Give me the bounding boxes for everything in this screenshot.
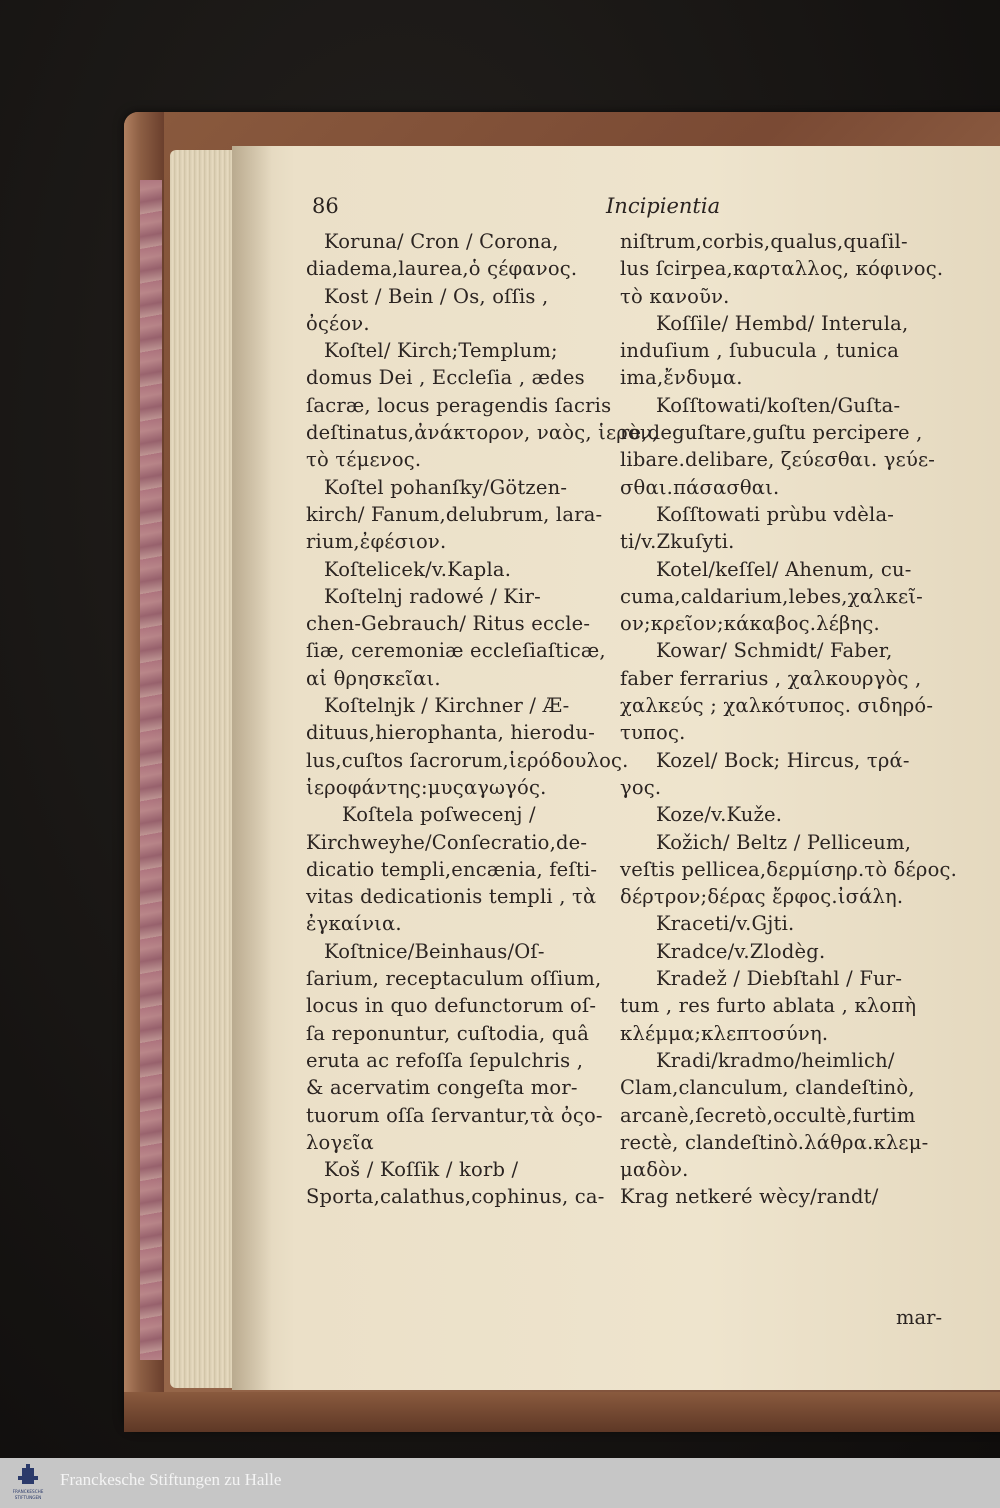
text-line: chen-Gebrauch/ Ritus eccle-: [306, 612, 591, 636]
text-line: Clam,clanculum, clandeſtinò,: [620, 1076, 915, 1100]
text-line: rectè, clandeſtinò.λάθρα.κλεμ-: [620, 1130, 929, 1154]
text-line: τὸ τέμενος.: [306, 448, 422, 472]
text-line: σθαι.πάσασθαι.: [620, 475, 780, 499]
text-line: veſtis pellicea,δερμίσηρ.τὸ δέρος.: [620, 857, 958, 881]
text-line: niſtrum,corbis,qualus,quaſil-: [620, 230, 908, 253]
text-line: τυπος.: [620, 721, 686, 745]
text-line: κλέμμα;κλεπτοσύνη.: [620, 1021, 829, 1045]
text-line: Koſtel/ Kirch;Templum;: [324, 339, 558, 363]
text-line: Koſtelicek/v.Kapla.: [324, 557, 512, 581]
running-head: Incipientia: [606, 194, 721, 218]
text-line: Koš / Koſſik / korb /: [324, 1158, 519, 1182]
text-line: deſtinatus,ἀνάκτορον, ναὸς, ἱερὸν,: [306, 421, 659, 445]
text-line: Koſſile/ Hembd/ Interula,: [656, 311, 909, 335]
text-line: Kradce/v.Zlodèg.: [656, 939, 826, 963]
text-line: vitas dedicationis templi , τὰ: [306, 885, 597, 909]
text-line: diadema,laurea,ὁ ςέφανος.: [306, 257, 578, 281]
text-line: Kradi/kradmo/heimlich/: [656, 1048, 895, 1072]
text-line: λογεῖα: [306, 1130, 374, 1154]
institution-logo-icon: [8, 1462, 48, 1504]
gutter-shadow: [232, 146, 272, 1390]
text-line: ἐγκαίνια.: [306, 912, 402, 936]
text-line: Kirchweyhe/Conſecratio,de-: [306, 830, 588, 854]
text-line: ον;κρεῖον;κάκαβος.λέβης.: [620, 612, 880, 636]
text-line: ima,ἔνδυμα.: [620, 366, 743, 390]
text-line: Koſtela poſwecenj /: [342, 803, 536, 827]
page-edges: [170, 150, 240, 1388]
text-line: Koſſtowati prùbu vdèla-: [656, 502, 895, 526]
text-line: ſacræ, locus peragendis ſacris: [306, 393, 612, 417]
text-line: Koruna/ Cron / Corona,: [324, 230, 559, 253]
text-line: lus,cuſtos ſacrorum,ἱερόδουλος.: [306, 748, 629, 772]
text-line: tuorum oſſa ſervantur,τὰ ὀςο-: [306, 1103, 603, 1127]
text-line: eruta ac refoſſa ſepulchris ,: [306, 1048, 584, 1072]
text-line: Koſtel pohanſky/Götzen-: [324, 475, 568, 499]
page-number: 86: [312, 194, 339, 218]
text-line: χαλκεύς ; χαλκότυπος. σιδηρό-: [620, 694, 934, 718]
text-line: ſarium, receptaculum oſſium,: [306, 967, 602, 991]
text-line: ὀςέον.: [306, 311, 370, 335]
institution-name: Franckesche Stiftungen zu Halle: [60, 1470, 282, 1489]
text-line: Kraceti/v.Gjti.: [656, 912, 795, 936]
text-line: arcanè,ſecretò,occultè,furtim: [620, 1103, 916, 1127]
text-line: Kradež / Diebſtahl / Fur-: [656, 967, 903, 991]
text-line: Koſſtowati/koſten/Guſta-: [656, 393, 901, 417]
text-line: re,deguſtare,guſtu percipere ,: [620, 421, 923, 445]
text-line: & acervatim congeſta mor-: [306, 1076, 578, 1100]
marbled-edge: [140, 180, 162, 1360]
text-line: Koſtelnjk / Kirchner / Æ-: [324, 694, 570, 718]
text-line: lus ſcirpea,καρταλλος, κόφινος.: [620, 257, 944, 281]
text-line: locus in quo defunctorum oſ-: [306, 994, 597, 1018]
text-line: γος.: [620, 775, 662, 799]
text-line: ſiæ, ceremoniæ eccleſiaſticæ,: [306, 639, 606, 663]
text-line: dituus,hierophanta, hierodu-: [306, 721, 595, 745]
text-line: faber ferrarius , χαλκουργὸς ,: [620, 666, 922, 690]
text-line: ſa reponuntur, cuſtodia, quâ: [306, 1021, 590, 1045]
book-bottom-edge: [124, 1392, 1000, 1432]
footer-bar: [0, 1458, 1000, 1508]
text-line: rium,ἐφέσιον.: [306, 530, 447, 554]
text-line: Kotel/keſſel/ Ahenum, cu-: [656, 557, 912, 581]
text-line: Kozel/ Bock; Hircus, τρά-: [656, 748, 910, 772]
text-line: Krag netkeré wècy/randt/: [620, 1185, 879, 1209]
text-line: cuma,caldarium,lebes,χαλκεῖ-: [620, 584, 923, 608]
text-line: μαδὸν.: [620, 1158, 689, 1182]
text-line: induſium , ſubucula , tunica: [620, 339, 900, 363]
text-line: libare.delibare, ζεύεσθαι. γεύε-: [620, 448, 936, 472]
text-line: Koſtelnj radowé / Kir-: [324, 584, 541, 608]
text-line: ti/v.Zkuſyti.: [620, 530, 735, 554]
text-line: τὸ κανοῦν.: [620, 284, 730, 308]
right-column: [620, 228, 968, 1211]
text-line: Kost / Bein / Os, oſſis ,: [324, 284, 549, 308]
logo-line-1: FRANCKESCHE: [12, 1489, 44, 1494]
text-line: ἱεροφάντης:μυςαγωγός.: [306, 775, 547, 799]
text-line: αἱ θρησκεῖαι.: [306, 666, 441, 690]
text-line: dicatio templi,encænia, feſti-: [306, 857, 598, 881]
text-line: δέρτρον;δέρας ἔρφος.ἰσάλη.: [620, 885, 904, 909]
logo-line-2: STIFTUNGEN: [14, 1495, 42, 1500]
text-line: Sporta,calathus,cophinus, ca-: [306, 1185, 605, 1209]
text-line: tum , res furto ablata , κλοπὴ: [620, 994, 917, 1018]
text-line: Koſtnice/Beinhaus/Oſ-: [324, 939, 545, 963]
text-line: kirch/ Fanum,delubrum, lara-: [306, 502, 603, 526]
text-line: Kožich/ Beltz / Pelliceum,: [656, 830, 912, 854]
text-line: domus Dei , Eccleſia , ædes: [306, 366, 585, 390]
text-line: Kowar/ Schmidt/ Faber,: [656, 639, 893, 663]
text-line: Koze/v.Kuže.: [656, 803, 783, 827]
catchword: mar-: [896, 1306, 943, 1329]
